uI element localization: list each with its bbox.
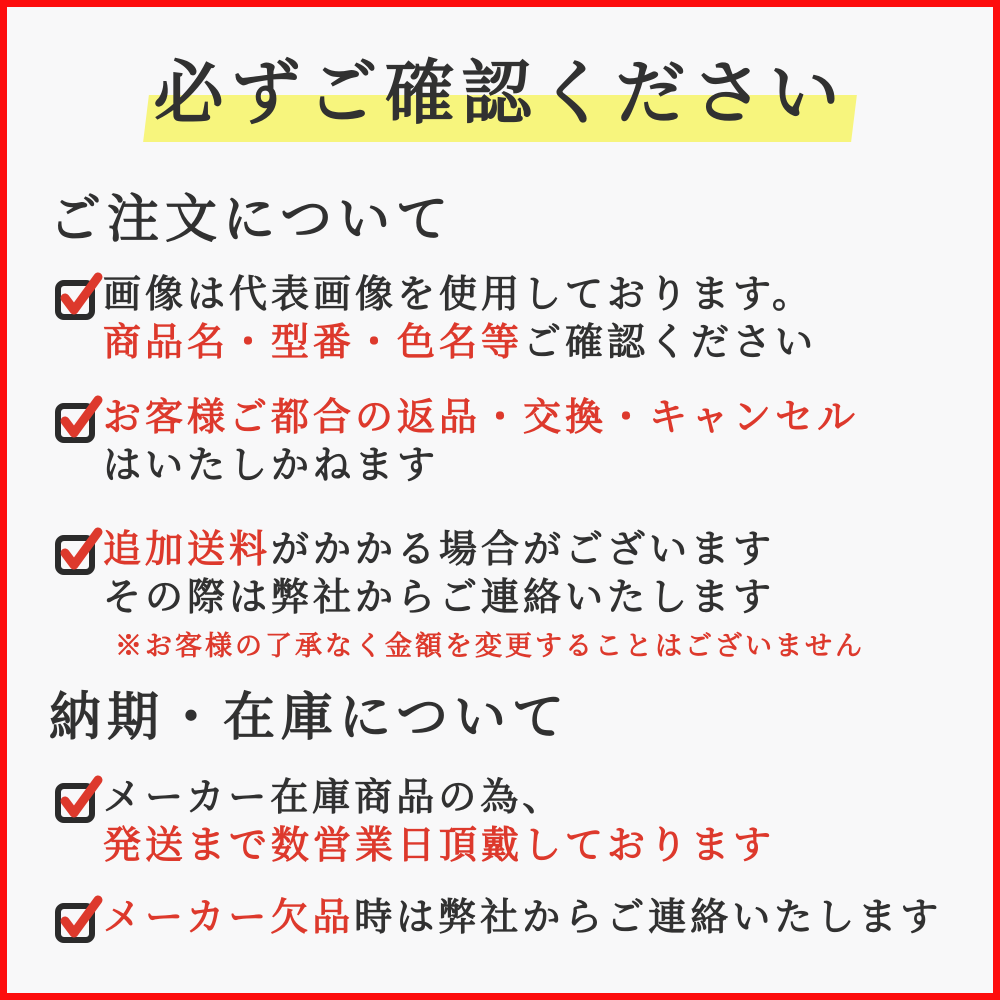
checked-checkbox-icon: [55, 897, 101, 943]
item-text-line: メーカー在庫商品の為、: [103, 774, 565, 819]
item-text-line: 画像は代表画像を使用しております。: [103, 271, 814, 316]
checked-checkbox-icon: [55, 274, 101, 320]
list-item: [55, 893, 942, 943]
checked-checkbox-icon: [55, 397, 101, 443]
item-text-line: お客様ご都合の返品・交換・キャンセル: [103, 394, 860, 439]
item-text-line: 追加送料がかかる場合がございます: [103, 526, 776, 571]
checked-checkbox-icon: [55, 529, 101, 575]
page-title-text: 必ずご確認ください: [153, 51, 847, 134]
list-item: [55, 393, 859, 489]
item-text-line: 発送まで数営業日頂戴しております: [103, 822, 776, 867]
list-item: [55, 270, 817, 366]
list-item: [55, 525, 865, 665]
section-heading-order: ご注文について: [49, 189, 454, 250]
item-note-line: ※お客様の了承なく金額を変更することはございません: [115, 631, 865, 662]
checked-checkbox-icon: [55, 777, 101, 823]
item-text-line: メーカー欠品時は弊社からご連絡いたします: [103, 894, 943, 939]
item-text-line: はいたしかねます: [103, 442, 440, 487]
item-text-line: その際は弊社からご連絡いたします: [103, 574, 776, 619]
list-item: [55, 773, 775, 869]
item-text-line: 商品名・型番・色名等ご確認ください: [103, 319, 818, 364]
section-heading-delivery-stock: 納期・在庫について: [49, 687, 570, 748]
page-title: [7, 49, 993, 137]
